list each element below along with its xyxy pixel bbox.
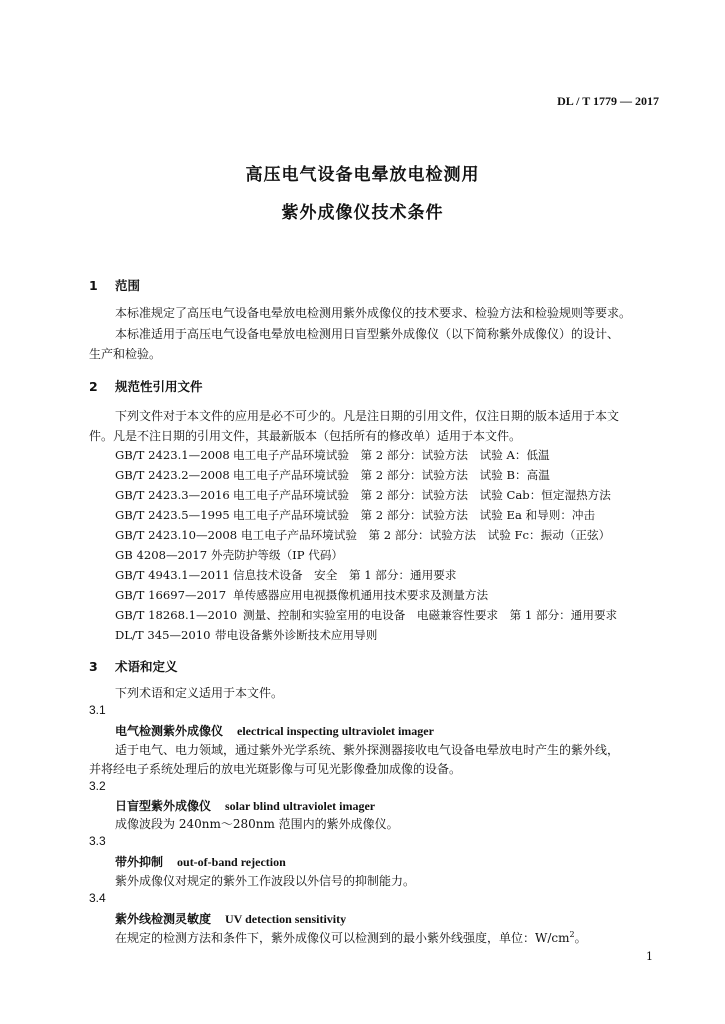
reference-title: 测量、控制和实验室用的电设备 电磁兼容性要求 第 1 部分：通用要求 [243,608,618,622]
clause-number: 3.4 [89,891,106,905]
superscript: 2 [569,930,575,939]
term-en: electrical inspecting ultraviolet imager [237,724,434,738]
section-number: 3 [89,659,98,674]
reference-code: GB/T 2423.1—2008 [115,448,230,462]
section-3-paragraph-1: 下列术语和定义适用于本文件。 [115,686,284,700]
clause-number: 3.1 [89,703,106,717]
term-heading [115,853,286,870]
reference-code: DL/T 345—2010 [115,628,211,642]
term-definition: 紫外成像仪对规定的紫外工作波段以外信号的抑制能力。 [115,874,416,888]
term-zh: 电气检测紫外成像仪 [115,724,224,738]
reference-code: GB/T 18268.1—2010 [115,608,238,622]
term-definition-end: 。 [574,931,587,945]
clause-number: 3.3 [89,834,106,848]
section-title: 范围 [115,278,141,293]
reference-code: GB/T 2423.3—2016 [115,488,230,502]
reference-item [115,627,377,643]
term-heading [115,797,375,814]
reference-code: GB/T 2423.10—2008 [115,528,238,542]
clause-number: 3.2 [89,779,106,793]
section-1-paragraph-2: 本标准适用于高压电气设备电晕放电检测用日盲型紫外成像仪（以下简称紫外成像仪）的设计、 [115,327,620,341]
reference-code: GB/T 2423.5—1995 [115,508,230,522]
reference-title: 电工电子产品环境试验 第 2 部分：试验方法 试验 Cab：恒定湿热方法 [233,488,611,502]
section-1-paragraph-2-cont: 生产和检验。 [89,347,162,361]
term-zh: 带外抑制 [115,855,164,869]
term-definition-text: 在规定的检测方法和条件下，紫外成像仪可以检测到的最小紫外线强度，单位：W/cm [115,931,570,945]
section-3-heading [89,657,178,675]
page-number: 1 [646,950,653,963]
reference-item [115,567,456,583]
document-title-line-2: 紫外成像仪技术条件 [281,203,444,223]
reference-item [115,607,617,623]
reference-code: GB/T 2423.2—2008 [115,468,230,482]
reference-title: 电工电子产品环境试验 第 2 部分：试验方法 试验 Ea 和导则：冲击 [233,508,596,522]
section-number: 1 [89,278,98,293]
term-heading [115,722,434,739]
section-title: 术语和定义 [115,659,178,674]
section-1-paragraph-1: 本标准规定了高压电气设备电晕放电检测用紫外成像仪的技术要求、检验方法和检验规则等要求。 [115,306,632,320]
term-en: UV detection sensitivity [225,912,347,926]
section-1-heading [89,276,140,294]
term-definition: 适于电气、电力领域，通过紫外光学系统、紫外探测器接收电气设备电晕放电时产生的紫外线， [115,743,620,757]
section-title: 规范性引用文件 [115,379,203,394]
term-heading [115,910,346,927]
reference-item [115,587,488,603]
term-en: out-of-band rejection [177,855,286,869]
document-title-line-1: 高压电气设备电晕放电检测用 [245,165,480,185]
reference-title: 单传感器应用电视摄像机通用技术要求及测量方法 [233,588,489,602]
reference-item [115,447,550,463]
reference-item [115,507,595,523]
term-definition: 成像波段为 240nm～280nm 范围内的紫外成像仪。 [115,817,399,831]
term-definition-cont: 并将经电子系统处理后的放电光斑影像与可见光影像叠加成像的设备。 [89,762,462,776]
term-zh: 紫外线检测灵敏度 [115,912,212,926]
reference-title: 电工电子产品环境试验 第 2 部分：试验方法 试验 B：高温 [233,468,550,482]
term-en: solar blind ultraviolet imager [225,799,376,813]
reference-code: GB/T 4943.1—2011 [115,568,230,582]
standard-code: DL / T 1779 — 2017 [557,94,659,108]
section-number: 2 [89,379,98,394]
reference-title: 带电设备紫外诊断技术应用导则 [215,628,378,642]
reference-code: GB/T 16697—2017 [115,588,227,602]
reference-title: 外壳防护等级（IP 代码） [211,548,344,562]
reference-item [115,487,611,503]
section-2-paragraph-1-cont: 件。凡是不注日期的引用文件，其最新版本（包括所有的修改单）适用于本文件。 [89,429,522,443]
reference-title: 电工电子产品环境试验 第 2 部分：试验方法 试验 A：低温 [233,448,550,462]
reference-code: GB 4208—2017 [115,548,208,562]
reference-title: 电工电子产品环境试验 第 2 部分：试验方法 试验 Fc：振动（正弦） [241,528,611,542]
reference-item [115,527,610,543]
term-definition [115,929,587,946]
term-zh: 日盲型紫外成像仪 [115,799,212,813]
section-2-paragraph-1: 下列文件对于本文件的应用是必不可少的。凡是注日期的引用文件，仅注日期的版本适用于本文 [115,409,620,423]
section-2-heading [89,377,203,395]
reference-item [115,547,343,563]
reference-item [115,467,550,483]
reference-title: 信息技术设备 安全 第 1 部分：通用要求 [233,568,457,582]
